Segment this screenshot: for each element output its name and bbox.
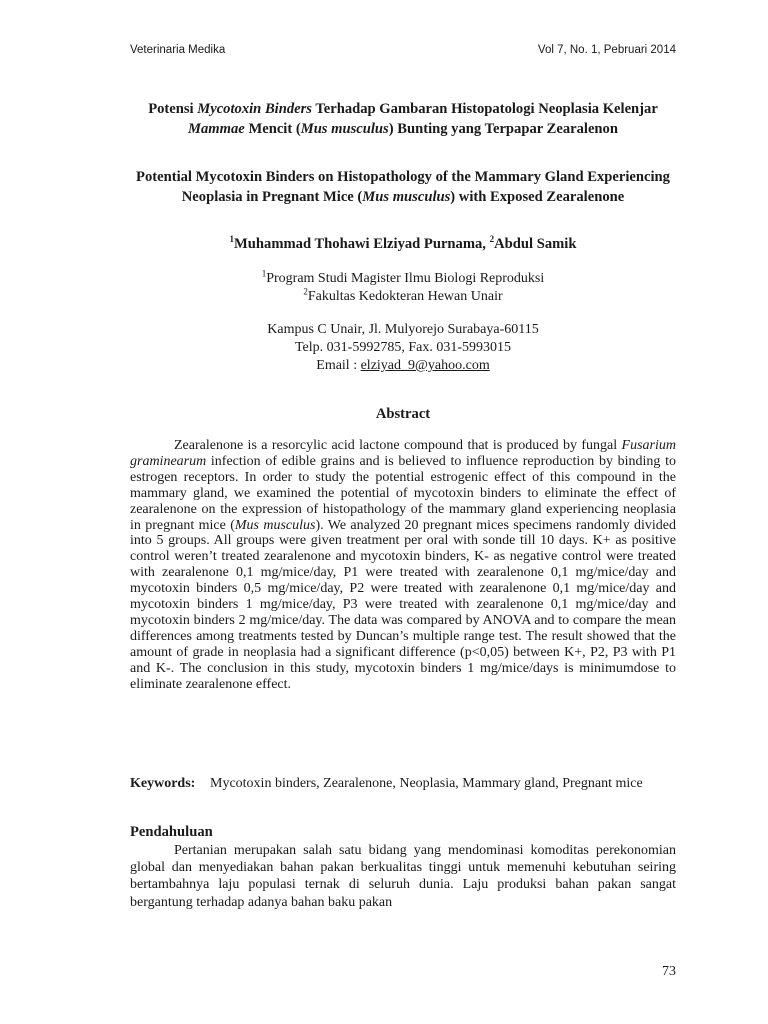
title-en-part1: Potential Mycotoxin Binders on Histopathology of the Mammary Gland Experiencing Neoplasia in Pregnant Mice ( bbox=[136, 169, 670, 205]
affiliation-1 bbox=[130, 270, 676, 288]
author2: Abdul Samik bbox=[494, 236, 577, 252]
keywords-text: Mycotoxin binders, Zearalenone, Neoplasia, Mammary gland, Pregnant mice bbox=[210, 776, 643, 791]
aff2-text: Fakultas Kedokteran Hewan Unair bbox=[307, 288, 503, 304]
author1-sup: 1 bbox=[229, 234, 235, 245]
section-body-pendahuluan: Pertanian merupakan salah satu bidang yang mendominasi komoditas perekonomian global dan menyediakan bahan pakan berkualitas tinggi untuk memenuhi kebutuhan seiring bertambahnya laju populasi ternak di seluruh dunia. Laju produksi bahan pakan sangat bergantung terhadap adanya bahan baku pakan bbox=[130, 843, 676, 910]
title-id-part1: Potensi bbox=[148, 101, 198, 117]
title-en-part2: ) with Exposed Zearalenone bbox=[450, 188, 625, 205]
abstract-italic1: Fusarium graminearum bbox=[130, 438, 676, 469]
section-heading-pendahuluan: Pendahuluan bbox=[130, 824, 213, 840]
aff2-sup: 2 bbox=[303, 285, 308, 296]
author1: Muhammad Thohawi Elziyad Purnama, bbox=[234, 236, 490, 252]
title-id-italic2: Mammae bbox=[188, 120, 245, 137]
abstract-text2: infection of edible grains and is believed to influence reproduction by binding to estrogen receptors. In order to study the potential estrogenic effect of this compound in the mammary gland, we examined the potential of mycotoxin binders to eliminate the effect of zearalenone on the expression of histopathology of the mammary gland experiencing neoplasia in pregnant mice ( bbox=[130, 453, 676, 533]
title-id-italic3: Mus musculus bbox=[300, 120, 389, 137]
email-line bbox=[130, 357, 676, 375]
phone-fax: Telp. 031-5992785, Fax. 031-5993015 bbox=[294, 340, 511, 355]
abstract-text1: Zearalenone is a resorcylic acid lactone compound that is produced by fungal bbox=[174, 438, 622, 453]
title-en-italic1: Mus musculus bbox=[362, 188, 451, 205]
running-header bbox=[130, 44, 676, 60]
title-id-part3: Mencit ( bbox=[244, 120, 301, 137]
abstract-text3: ). We analyzed 20 pregnant mices specimens randomly divided into 5 groups. All groups were given treatment per oral with sonde till 10 days. K+ as positive control weren’t treated zearalenone and mycotoxin binders, K- as negative control were treated with zearalenone 0,1 mg/mice/day, P1 were treated with zearalenone 0,1 mg/mice/day and mycotoxin binders 0,5 mg/mice/day, P2 were treated with zearalenone 0,1 mg/mice/day and mycotoxin binders 1 mg/mice/day, P3 were treated with zearalenone 0,1 mg/mice/day and mycotoxin binders 2 mg/mice/day. The data was compared by ANOVA and to compare the mean differences among treatments tested by Duncan’s multiple range test. The result showed that the amount of grade in neoplasia had a significant difference (p<0,05) between K+, P2, P3 with P1 and K-. The conclusion in this study, mycotoxin binders 1 mg/mice/days is minimumdose to eliminate zearalenone effect. bbox=[130, 517, 676, 692]
aff1-text: Program Studi Magister Ilmu Biologi Reproduksi bbox=[266, 271, 545, 286]
keywords-label: Keywords: bbox=[130, 776, 196, 791]
address: Kampus C Unair, Jl. Mulyorejo Surabaya-60115 bbox=[267, 322, 539, 337]
email-link[interactable]: elziyad_9@yahoo.com bbox=[360, 358, 490, 373]
authors bbox=[130, 234, 676, 254]
title-english bbox=[130, 168, 676, 207]
title-indonesian bbox=[130, 100, 676, 139]
journal-name: Veterinaria Medika bbox=[130, 44, 226, 56]
page-number: 73 bbox=[662, 964, 676, 979]
abstract-heading: Abstract bbox=[375, 406, 431, 422]
email-label: Email : bbox=[316, 358, 361, 373]
affiliation-2 bbox=[130, 285, 676, 306]
journal-issue: Vol 7, No. 1, Pebruari 2014 bbox=[537, 44, 676, 56]
aff1-sup: 1 bbox=[261, 268, 267, 279]
abstract-body bbox=[130, 438, 676, 693]
contact-block bbox=[130, 321, 676, 375]
title-id-italic1: Mycotoxin Binders bbox=[197, 101, 312, 117]
author2-sup: 2 bbox=[489, 234, 495, 245]
affiliations bbox=[130, 270, 676, 305]
title-id-part4: ) Bunting yang Terpapar Zearalenon bbox=[388, 120, 618, 137]
title-id-part2: Terhadap Gambaran Histopatologi Neoplasia Kelenjar bbox=[311, 101, 658, 117]
abstract-italic2: Mus musculus bbox=[234, 517, 316, 533]
